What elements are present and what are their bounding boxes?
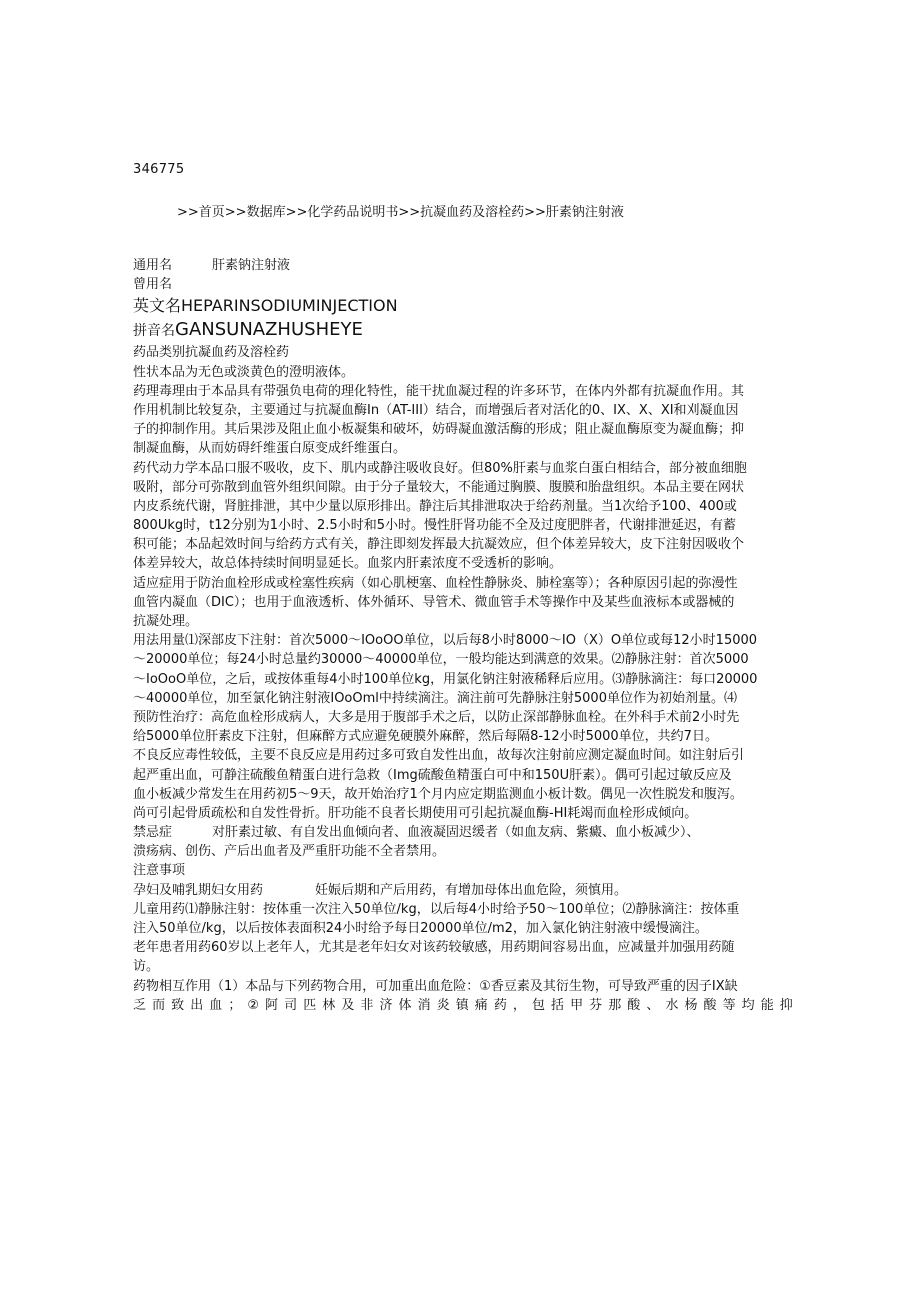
text-line: 内皮系统代谢，肾脏排泄，其中少量以原形排出。静注后其排泄取决于给药剂量。当1次给予100、400或 (133, 498, 737, 514)
pregnancy-row (133, 881, 793, 900)
pregnancy-text: 妊娠后期和产后用药，有增加母体出血危险，须慎用。 (315, 882, 628, 898)
text-line: 老年患者用药60岁以上老年人，尤其是老年妇女对该药较敏感，用药期间容易出血，应减量并加强用药随 (133, 940, 735, 956)
justified-char: 酸 (703, 997, 717, 1013)
justified-char: 消 (417, 997, 431, 1013)
pinyin-name-value: GANSUNAZHUSHEYE (175, 319, 363, 341)
justified-char: 抑 (779, 997, 793, 1013)
text-line: 注入50单位/kg，以后按体表面积24小时给予每日20000单位/m2，加入氯化钠注射液中缓慢滴注。 (133, 921, 708, 936)
justified-char: 及 (341, 997, 355, 1013)
contraindications-text-2: 溃疡病、创伤、产后出血者及严重肝功能不全者禁用。 (133, 844, 446, 860)
text-line: 抗凝处理。 (133, 614, 199, 629)
text-line: 积可能；本品起效时间与给药方式有关，静注即刻发挥最大抗凝效应，但个体差异较大，皮下注射因吸收个 (133, 537, 745, 553)
text-line: 给5000单位肝素皮下注射，但麻醉方式应避免硬膜外麻醉，然后每隔8-12小时5000单位，共约7日。 (133, 729, 718, 745)
contraindications-label: 禁忌症 (133, 825, 173, 841)
justified-char: 均 (741, 997, 755, 1013)
contraindications-row-2 (133, 842, 793, 861)
text-line: 不良反应毒性较低，主要不良反应是用药过多可致自发性出血，故每次注射前应测定凝血时间。如注射后引 (133, 748, 745, 764)
justified-char: 炎 (436, 997, 450, 1013)
pregnancy-label: 孕妇及哺乳期妇女用药 (133, 882, 264, 898)
generic-name-label: 通用名 (133, 258, 173, 273)
text-line: 血小板减少常发生在用药初5～9天，故开始治疗1个月内应定期监测血小板计数。偶见一次性脱发和腹泻。 (133, 786, 743, 802)
text-line: 制凝血酶，从而妨碍纤维蛋白原变成纤维蛋白。 (133, 441, 407, 457)
text-line: 作用机制比较复杂，主要通过与抗凝血酶In（AT-III）结合，而增强后者对活化的0、IX、X、XI和刈凝血因 (133, 402, 739, 418)
text-line: 药理毒理由于本品具有带强负电荷的理化特性，能干扰血凝过程的许多环节，在体内外都有抗凝血作用。其 (133, 383, 745, 399)
text-line: 药代动力学本品口服不吸收，皮下、肌内或静注吸收良好。但80%肝素与血浆白蛋白相结合，部分被血细胞 (133, 460, 747, 476)
justified-char: 那 (608, 997, 622, 1013)
justified-char: 芬 (589, 997, 603, 1013)
text-line: 预防性治疗：高危血栓形成病人，大多是用于腹部手术之后，以防止深部静脉血栓。在外科手术前2小时先 (133, 709, 740, 725)
text-line: 尚可引起骨质疏松和自发性骨折。肝功能不良者长期使用可引起抗凝血酶-HI耗竭而血栓形成倾向。 (133, 805, 698, 821)
justified-char: 出 (190, 997, 204, 1013)
former-name-row (133, 275, 793, 294)
justified-char: ② (247, 997, 260, 1013)
justified-char: 能 (760, 997, 774, 1013)
breadcrumb[interactable]: >>首页>>数据库>>化学药品说明书>>抗凝血药及溶栓药>>肝素钠注射液 (177, 205, 624, 220)
english-name-row (133, 294, 793, 317)
text-line: 吸附，部分可弥散到血管外组织间隙。由于分子量较大，不能通过胸膜、腹膜和胎盘组织。本品主要在网状 (133, 479, 745, 495)
text-line: 起严重出血，可静注硫酸鱼精蛋白进行急救（Img硫酸鱼精蛋白可中和150U肝素）。偶可引起过敏反应及 (133, 767, 732, 783)
text-line: ～IoOoO单位，之后，或按体重每4小时100单位kg，用氯化钠注射液稀释后应用。⑶静脉滴注：每口20000 (133, 671, 758, 687)
justified-char: 甲 (570, 997, 584, 1013)
generic-name-value: 肝素钠注射液 (212, 258, 291, 273)
leaflet-paragraphs-2 (133, 900, 793, 996)
justified-char: 等 (722, 997, 736, 1013)
justified-char: 乏 (133, 997, 147, 1013)
justified-char: 而 (152, 997, 166, 1013)
justified-char: 非 (360, 997, 374, 1013)
generic-name-row (133, 256, 793, 275)
justified-char: 阿 (265, 997, 279, 1013)
justified-char: 药 (493, 997, 507, 1013)
text-line: 访。 (133, 959, 160, 975)
text-line: 儿童用药⑴静脉注射：按体重一次注入50单位/kg，以后每4小时给予50～100单位；⑵静脉滴注：按体重 (133, 901, 740, 917)
english-name-label: 英文名 (133, 296, 182, 316)
justified-char: 括 (551, 997, 565, 1013)
justified-char: 痛 (474, 997, 488, 1013)
justified-char: 杨 (684, 997, 698, 1013)
text-line: 800Ukg时，t12分别为1小时、2.5小时和5小时。慢性肝肾功能不全及过度肥胖者，代谢排泄延迟，有蓄 (133, 518, 736, 534)
text-line: 体差异较大，故总体持续时间明显延长。血浆内肝素浓度不受透析的影响。 (133, 556, 563, 572)
justified-char: 、 (646, 997, 660, 1013)
justified-last-line (133, 996, 793, 1015)
text-line: 适应症用于防治血栓形成或栓塞性疾病（如心肌梗塞、血栓性静脉炎、肺栓塞等）；各种原因引起的弥漫性 (133, 575, 738, 591)
pinyin-name-row (133, 317, 793, 343)
precautions-label: 注意事项 (133, 863, 186, 879)
justified-char: 匹 (303, 997, 317, 1013)
text-line: 用法用量⑴深部皮下注射：首次5000～IOoOO单位，以后每8小时8000～IO（X）O单位或每12小时15000 (133, 633, 758, 649)
contraindications-text: 对肝素过敏、有自发出血倾向者、血液凝固迟缓者（如血友病、紫癜、血小板减少）、 (212, 825, 700, 841)
justified-char: 体 (398, 997, 412, 1013)
justified-char: 酸 (627, 997, 641, 1013)
justified-char: ； (228, 997, 242, 1013)
text-line: 子的抑制作用。其后果涉及阻止血小板凝集和破坏，妨碍凝血激活酶的形成；阻止凝血酶原变为凝血酶；抑 (133, 422, 745, 438)
text-line: 性状本品为无色或淡黄色的澄明液体。 (133, 364, 355, 380)
justified-char: 林 (322, 997, 336, 1013)
justified-char: 水 (665, 997, 679, 1013)
justified-char: 血 (209, 997, 223, 1013)
pinyin-name-label: 拼音名 (133, 323, 175, 340)
justified-char: 镇 (455, 997, 469, 1013)
text-line: ～20000单位；每24小时总量约30000～40000单位，一般均能达到满意的效果。⑵静脉注射：首次5000 (133, 652, 749, 668)
contraindications-row (133, 823, 793, 842)
text-line: 药品类别抗凝血药及溶栓药 (133, 345, 290, 361)
drug-leaflet-body (133, 256, 793, 1015)
text-line: ～40000单位，加至氯化钠注射液IOoOml中持续滴注。滴注前可先静脉注射5000单位作为初始剂量。⑷ (133, 690, 737, 706)
precautions-heading (133, 861, 793, 880)
text-line: 血管内凝血（DIC）；也用于血液透析、体外循环、导管术、微血管手术等操作中及某些血液标本或器械的 (133, 594, 735, 610)
leaflet-paragraphs (133, 343, 793, 823)
english-name-value: HEPARINSODIUMINJECTION (181, 296, 398, 316)
justified-char: ， (512, 997, 526, 1013)
former-name-label: 曾用名 (133, 277, 173, 293)
justified-char: 致 (171, 997, 185, 1013)
document-id: 346775 (133, 162, 185, 177)
justified-char: 包 (531, 997, 545, 1013)
text-line: 药物相互作用（1）本品与下列药物合用，可加重出血危险：①香豆素及其衍生物，可导致严重的因子IX缺 (133, 978, 738, 994)
justified-char: 司 (284, 997, 298, 1013)
justified-char: 济 (379, 997, 393, 1013)
